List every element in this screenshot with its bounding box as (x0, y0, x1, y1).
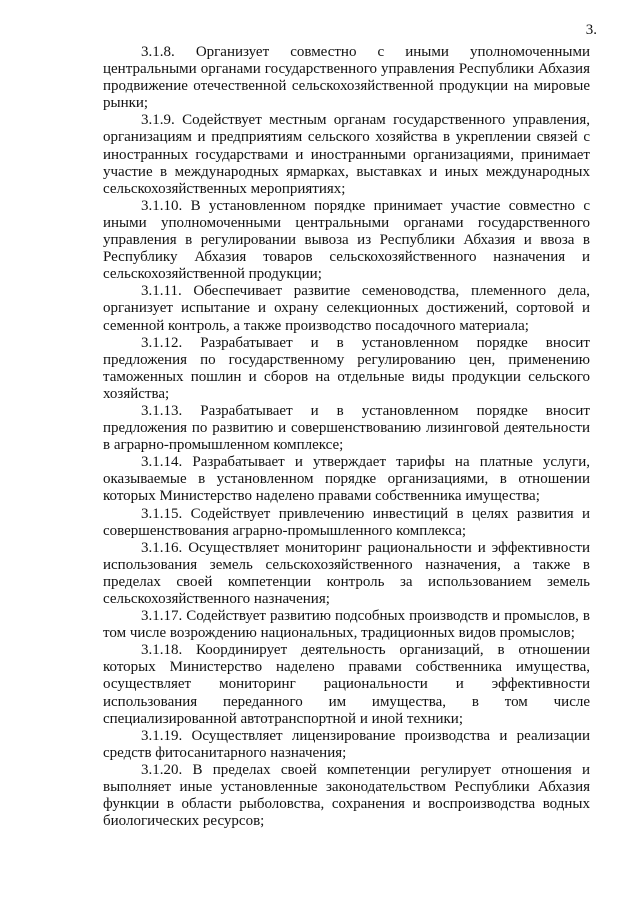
paragraph-3-1-17: 3.1.17. Содействует развитию подсобных производств и промыслов, в том числе возрождению национальных, традиционных видов промыслов; (103, 608, 590, 642)
paragraph-3-1-13: 3.1.13. Разрабатывает и в установленном порядке вносит предложения по развитию и совершенствованию лизинговой деятельности в аграрно-промышленном комплексе; (103, 402, 590, 454)
paragraph-3-1-8: 3.1.8. Организует совместно с иными уполномоченными центральными органами государственного управления Республики Абхазия продвижение отечественной сельскохозяйственной продукции на мировые рынки; (103, 44, 590, 112)
paragraph-3-1-12: 3.1.12. Разрабатывает и в установленном порядке вносит предложения по государственному регулированию цен, применению таможенных пошлин и сборов на отдельные виды продукции сельского хозяйства; (103, 334, 590, 402)
page-number: 3. (585, 22, 597, 38)
paragraph-3-1-10: 3.1.10. В установленном порядке принимает участие совместно с иными уполномоченными центральными органами государственного управления в регулировании вывоза из Республики Абхазия и ввоза в Республику Абхазия товаров сельскохозяйственного назначения и сельскохозяйственной продукции; (103, 197, 590, 283)
paragraph-3-1-18: 3.1.18. Координирует деятельность организаций, в отношении которых Министерство наделено правами собственника имущества, осуществляет мониторинг рациональности и эффективности использования переданного им имущества, в том числе специализированной автотранспортной и иной техники; (103, 642, 590, 727)
paragraph-3-1-9: 3.1.9. Содействует местным органам государственного управления, организациям и предприятиям сельского хозяйства в укреплении связей с иностранных государствами и иностранными организациями, принимает участие в международных ярмарках, выставках и иных международных сельскохозяйственных мероприятиях; (103, 112, 590, 197)
paragraph-3-1-14: 3.1.14. Разрабатывает и утверждает тарифы на платные услуги, оказываемые в установленном порядке организациями, в отношении которых Министерство наделено правами собственника имущества; (103, 454, 590, 505)
paragraph-3-1-15: 3.1.15. Содействует привлечению инвестиций в целях развития и совершенствования аграрно-промышленного комплекса; (103, 505, 590, 539)
paragraph-3-1-11: 3.1.11. Обеспечивает развитие семеноводства, племенного дела, организует испытание и охрану селекционных достижений, сортовой и семенной контроль, а также производство посадочного материала; (103, 283, 590, 334)
paragraph-3-1-16: 3.1.16. Осуществляет мониторинг рациональности и эффективности использования земель сельскохозяйственного назначения, а также в пределах своей компетенции контроль за использованием земель сельскохозяйственного назначения; (103, 539, 590, 607)
document-body (103, 44, 590, 830)
paragraph-3-1-19: 3.1.19. Осуществляет лицензирование производства и реализации средств фитосанитарного назначения; (103, 727, 590, 761)
paragraph-3-1-20: 3.1.20. В пределах своей компетенции регулирует отношения и выполняет иные установленные законодательством Республики Абхазия функции в области рыболовства, сохранения и воспроизводства водных биологических ресурсов; (103, 761, 590, 830)
